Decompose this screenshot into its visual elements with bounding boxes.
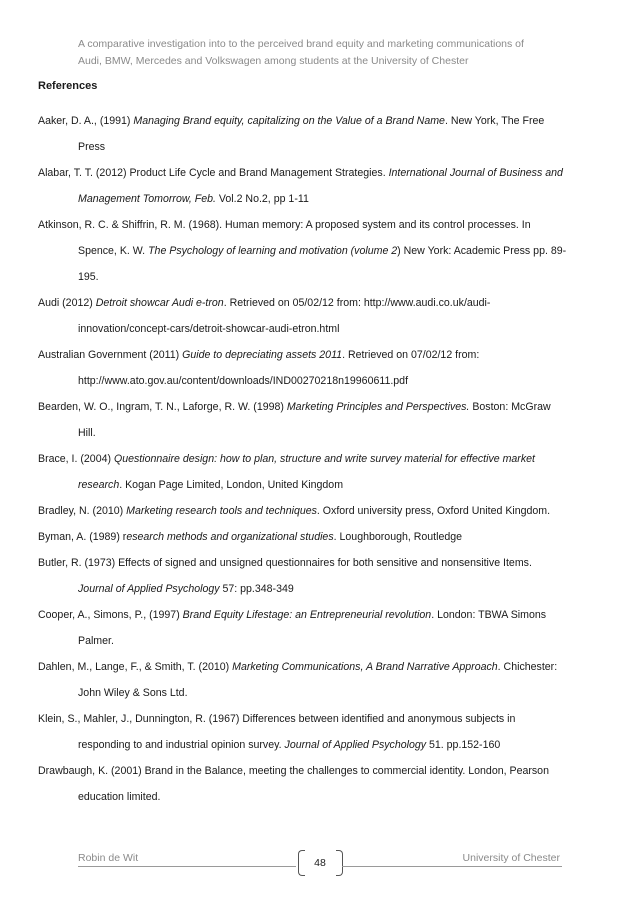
reference-entry: Alabar, T. T. (2012) Product Life Cycle and Brand Management Strategies. International Journal of Business and Management Tomorrow, Feb. Vol.2 No.2, pp 1-11 (38, 167, 563, 205)
footer-rule-left (78, 866, 296, 867)
reference-entry: Klein, S., Mahler, J., Dunnington, R. (1967) Differences between identified and anonymous subjects in responding to and industrial opinion survey. Journal of Applied Psychology 51. pp.152-160 (38, 713, 516, 751)
reference-entry: Butler, R. (1973) Effects of signed and unsigned questionnaires for both sensitive and nonsensitive Items. Journal of Applied Psychology 57: pp.348-349 (38, 557, 532, 595)
section-title: References (38, 80, 98, 92)
page-number: 48 (314, 857, 326, 869)
reference-entry: Aaker, D. A., (1991) Managing Brand equity, capitalizing on the Value of a Brand Name. New York, The Free Press (38, 115, 545, 153)
footer-rule-right (342, 866, 562, 867)
reference-entry: Brace, I. (2004) Questionnaire design: how to plan, structure and write survey material for effective market research. Kogan Page Limited, London, United Kingdom (38, 453, 535, 491)
running-header (78, 36, 578, 70)
page-footer (0, 848, 638, 878)
page-number-bracket-right (336, 850, 343, 876)
reference-entry: Cooper, A., Simons, P., (1997) Brand Equity Lifestage: an Entrepreneurial revolution. London: TBWA Simons Palmer. (38, 609, 547, 647)
reference-entry: Drawbaugh, K. (2001) Brand in the Balance, meeting the challenges to commercial identity. London, Pearson education limited. (38, 765, 549, 803)
reference-list (38, 108, 568, 810)
reference-entry: Byman, A. (1989) research methods and organizational studies. Loughborough, Routledge (38, 531, 463, 543)
header-line-1: A comparative investigation into to the perceived brand equity and marketing communications of (78, 38, 524, 50)
reference-entry: Australian Government (2011) Guide to depreciating assets 2011. Retrieved on 07/02/12 from: http://www.ato.gov.au/content/downloads/IND00270218n19960611.pdf (38, 349, 480, 387)
reference-entry: Atkinson, R. C. & Shiffrin, R. M. (1968). Human memory: A proposed system and its control processes. In Spence, K. W. The Psychology of learning and motivation (volume 2) New York: Academic Press pp. 89-195. (38, 219, 567, 283)
reference-entry: Bearden, W. O., Ingram, T. N., Laforge, R. W. (1998) Marketing Principles and Perspectives. Boston: McGraw Hill. (38, 401, 551, 439)
footer-author: Robin de Wit (78, 852, 139, 864)
reference-entry: Dahlen, M., Lange, F., & Smith, T. (2010) Marketing Communications, A Brand Narrative Approach. Chichester: John Wiley & Sons Ltd. (38, 661, 558, 699)
footer-institution: University of Chester (462, 852, 560, 864)
reference-entry: Bradley, N. (2010) Marketing research tools and techniques. Oxford university press, Oxford United Kingdom. (38, 505, 551, 517)
reference-entry: Audi (2012) Detroit showcar Audi e-tron. Retrieved on 05/02/12 from: http://www.audi.co.uk/audi-innovation/concept-cars/detroit-showcar-audi-etron.html (38, 297, 491, 335)
header-line-2: Audi, BMW, Mercedes and Volkswagen among students at the University of Chester (78, 55, 469, 67)
